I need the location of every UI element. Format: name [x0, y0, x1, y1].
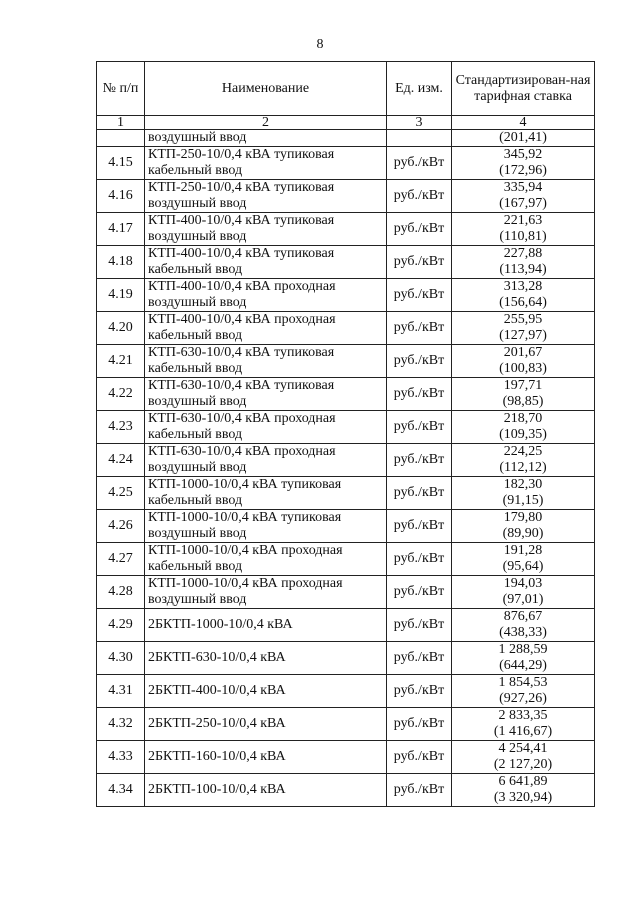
row-unit: руб./кВт	[387, 609, 452, 642]
header-name: Наименование	[145, 62, 387, 116]
row-value: 201,67	[503, 345, 543, 360]
row-value-half: (91,15)	[502, 493, 544, 508]
column-number: 1	[97, 116, 145, 130]
table-row	[97, 246, 595, 279]
row-value: 191,28	[503, 543, 543, 558]
row-name: 2БКТП-400-10/0,4 кВА	[145, 675, 387, 708]
row-name: КТП-1000-10/0,4 кВА проходная кабельный ввод	[145, 543, 387, 576]
row-value: 194,03	[503, 576, 543, 591]
row-unit: руб./кВт	[387, 411, 452, 444]
row-value-half: (3 320,94)	[493, 790, 553, 805]
table-row	[97, 510, 595, 543]
column-number: 3	[387, 116, 452, 130]
row-value-half: (110,81)	[499, 229, 547, 244]
row-value-cell	[452, 642, 595, 675]
row-number: 4.32	[97, 708, 145, 741]
row-number: 4.26	[97, 510, 145, 543]
row-unit: руб./кВт	[387, 708, 452, 741]
row-value-cell	[452, 774, 595, 807]
row-unit: руб./кВт	[387, 741, 452, 774]
row-value: 876,67	[503, 609, 543, 624]
table-row	[97, 378, 595, 411]
row-name: КТП-630-10/0,4 кВА тупиковая кабельный ввод	[145, 345, 387, 378]
row-number: 4.34	[97, 774, 145, 807]
row-value-half: (156,64)	[499, 295, 547, 310]
row-value-half: (113,94)	[499, 262, 547, 277]
row-value-cell	[452, 510, 595, 543]
table-row	[97, 213, 595, 246]
row-value-cell	[452, 213, 595, 246]
row-name: 2БКТП-100-10/0,4 кВА	[145, 774, 387, 807]
row-number: 4.31	[97, 675, 145, 708]
row-number: 4.30	[97, 642, 145, 675]
row-unit: руб./кВт	[387, 477, 452, 510]
row-number: 4.17	[97, 213, 145, 246]
row-unit: руб./кВт	[387, 642, 452, 675]
header-rate: Стандартизирован-ная тарифная ставка	[452, 62, 595, 116]
row-value: 4 254,41	[498, 741, 548, 756]
row-value-cell	[452, 675, 595, 708]
row-name: 2БКТП-1000-10/0,4 кВА	[145, 609, 387, 642]
row-value: 224,25	[503, 444, 543, 459]
table-row	[97, 642, 595, 675]
row-number: 4.27	[97, 543, 145, 576]
table-row	[97, 312, 595, 345]
row-name: КТП-400-10/0,4 кВА проходная воздушный ввод	[145, 279, 387, 312]
row-value-cell	[452, 444, 595, 477]
continuation-num	[97, 130, 145, 147]
row-value-half: (1 416,67)	[493, 724, 553, 739]
row-value-half: (97,01)	[502, 592, 544, 607]
row-value-half: (98,85)	[502, 394, 544, 409]
row-number: 4.21	[97, 345, 145, 378]
row-value-half: (2 127,20)	[493, 757, 553, 772]
row-value-cell	[452, 576, 595, 609]
row-unit: руб./кВт	[387, 576, 452, 609]
row-number: 4.24	[97, 444, 145, 477]
row-name: 2БКТП-630-10/0,4 кВА	[145, 642, 387, 675]
row-number: 4.23	[97, 411, 145, 444]
row-unit: руб./кВт	[387, 246, 452, 279]
row-value-cell	[452, 741, 595, 774]
row-name: 2БКТП-160-10/0,4 кВА	[145, 741, 387, 774]
row-name: КТП-630-10/0,4 кВА проходная воздушный ввод	[145, 444, 387, 477]
row-value-cell	[452, 279, 595, 312]
row-name: 2БКТП-250-10/0,4 кВА	[145, 708, 387, 741]
table-row	[97, 279, 595, 312]
table-row	[97, 774, 595, 807]
row-value-half: (438,33)	[499, 625, 547, 640]
row-value: 6 641,89	[498, 774, 548, 789]
row-value-cell	[452, 708, 595, 741]
row-value-half: (927,26)	[499, 691, 547, 706]
row-number: 4.29	[97, 609, 145, 642]
row-number: 4.25	[97, 477, 145, 510]
row-unit: руб./кВт	[387, 510, 452, 543]
row-number: 4.16	[97, 180, 145, 213]
row-value-cell	[452, 378, 595, 411]
row-value-half: (644,29)	[499, 658, 547, 673]
row-value: 221,63	[503, 213, 543, 228]
row-value: 227,88	[503, 246, 543, 261]
row-value-half: (112,12)	[499, 460, 547, 475]
row-value: 182,30	[503, 477, 543, 492]
table-row	[97, 576, 595, 609]
row-value-cell	[452, 246, 595, 279]
continuation-unit	[387, 130, 452, 147]
row-name: КТП-400-10/0,4 кВА тупиковая воздушный ввод	[145, 213, 387, 246]
row-unit: руб./кВт	[387, 444, 452, 477]
column-number: 4	[452, 116, 595, 130]
row-value-cell	[452, 180, 595, 213]
row-number: 4.15	[97, 147, 145, 180]
table-row	[97, 345, 595, 378]
header-num: № п/п	[97, 62, 145, 116]
table-row	[97, 180, 595, 213]
row-value-cell	[452, 411, 595, 444]
tariff-table	[96, 61, 595, 807]
row-name: КТП-250-10/0,4 кВА тупиковая кабельный ввод	[145, 147, 387, 180]
row-value: 313,28	[503, 279, 543, 294]
row-name: КТП-1000-10/0,4 кВА проходная воздушный ввод	[145, 576, 387, 609]
row-value-cell	[452, 477, 595, 510]
row-value: 255,95	[503, 312, 543, 327]
row-number: 4.19	[97, 279, 145, 312]
row-value-half: (89,90)	[502, 526, 544, 541]
row-value: 218,70	[503, 411, 543, 426]
row-unit: руб./кВт	[387, 345, 452, 378]
row-value-cell	[452, 312, 595, 345]
row-value: 197,71	[503, 378, 543, 393]
row-unit: руб./кВт	[387, 213, 452, 246]
table-row	[97, 477, 595, 510]
table-row	[97, 147, 595, 180]
row-unit: руб./кВт	[387, 279, 452, 312]
row-number: 4.33	[97, 741, 145, 774]
row-value: 335,94	[503, 180, 543, 195]
table-row	[97, 609, 595, 642]
table-row	[97, 708, 595, 741]
row-unit: руб./кВт	[387, 774, 452, 807]
row-name: КТП-400-10/0,4 кВА тупиковая кабельный ввод	[145, 246, 387, 279]
row-value-cell	[452, 543, 595, 576]
continuation-row	[97, 130, 595, 147]
row-number: 4.22	[97, 378, 145, 411]
row-value-cell	[452, 345, 595, 378]
row-unit: руб./кВт	[387, 378, 452, 411]
row-name: КТП-1000-10/0,4 кВА тупиковая кабельный ввод	[145, 477, 387, 510]
table-header-row	[97, 62, 595, 116]
row-value-cell	[452, 609, 595, 642]
row-unit: руб./кВт	[387, 543, 452, 576]
row-number: 4.28	[97, 576, 145, 609]
row-value-half: (167,97)	[499, 196, 547, 211]
row-value-half: (109,35)	[499, 427, 547, 442]
page-number: 8	[316, 37, 324, 52]
row-value-half: (100,83)	[499, 361, 547, 376]
row-value: 1 288,59	[498, 642, 548, 657]
row-value: 345,92	[503, 147, 543, 162]
continuation-value: (201,41)	[452, 130, 595, 147]
row-name: КТП-400-10/0,4 кВА проходная кабельный ввод	[145, 312, 387, 345]
row-value-half: (172,96)	[499, 163, 547, 178]
header-unit: Ед. изм.	[387, 62, 452, 116]
table-row	[97, 444, 595, 477]
row-name: КТП-630-10/0,4 кВА проходная кабельный ввод	[145, 411, 387, 444]
row-number: 4.20	[97, 312, 145, 345]
row-value-cell	[452, 147, 595, 180]
row-unit: руб./кВт	[387, 675, 452, 708]
row-value: 179,80	[503, 510, 543, 525]
continuation-name: воздушный ввод	[145, 130, 387, 147]
row-value-half: (127,97)	[499, 328, 547, 343]
row-value: 1 854,53	[498, 675, 548, 690]
column-numbers-row	[97, 116, 595, 130]
table-row	[97, 675, 595, 708]
row-name: КТП-630-10/0,4 кВА тупиковая воздушный ввод	[145, 378, 387, 411]
row-name: КТП-1000-10/0,4 кВА тупиковая воздушный ввод	[145, 510, 387, 543]
column-number: 2	[145, 116, 387, 130]
row-value-half: (95,64)	[502, 559, 544, 574]
row-unit: руб./кВт	[387, 180, 452, 213]
row-unit: руб./кВт	[387, 312, 452, 345]
row-value: 2 833,35	[498, 708, 548, 723]
row-unit: руб./кВт	[387, 147, 452, 180]
table-row	[97, 741, 595, 774]
table-row	[97, 543, 595, 576]
row-number: 4.18	[97, 246, 145, 279]
table-row	[97, 411, 595, 444]
row-name: КТП-250-10/0,4 кВА тупиковая воздушный ввод	[145, 180, 387, 213]
